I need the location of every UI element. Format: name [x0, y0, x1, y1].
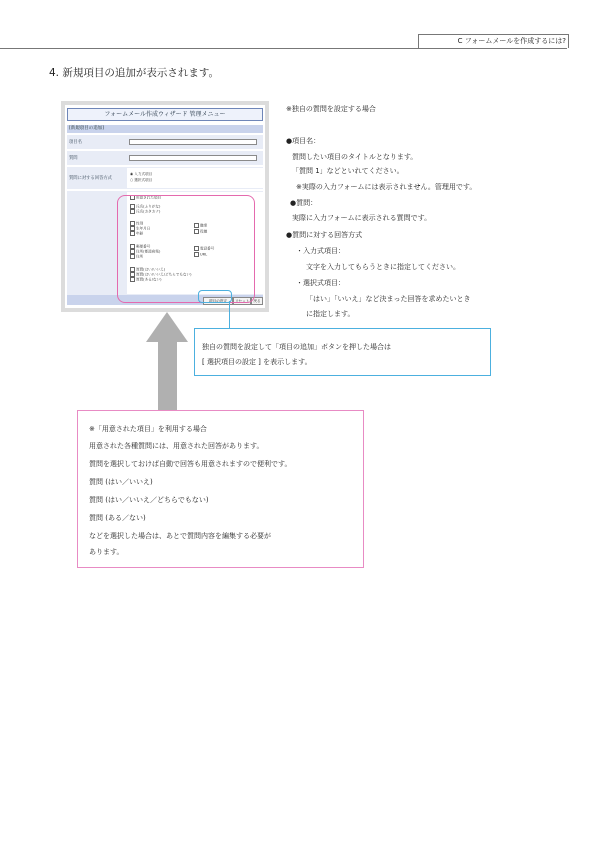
reset-button[interactable]: リセット: [234, 299, 250, 303]
answer-method-cell: [127, 168, 263, 188]
option-label: 性別: [136, 221, 144, 226]
option-label: 質問(ある/ない): [136, 277, 162, 282]
note-heading: ※「用意された項目」を利用する場合: [89, 425, 207, 433]
note-line: 用意された各種質問には、用意された回答があります。: [89, 442, 264, 450]
option-label: 住所: [136, 254, 144, 259]
radio-input-label: 入力式項目: [134, 172, 153, 176]
add-item-note: [194, 328, 491, 376]
radio-input-type[interactable]: ◉ 入力式項目: [130, 172, 153, 176]
page-header-title: C フォームメールを作成するには?: [457, 37, 566, 45]
row-question: [67, 151, 263, 165]
select-type-label: ・選択式項目：: [296, 279, 345, 287]
option-label: 氏名(ふりがな): [136, 204, 161, 209]
prepared-items-label: 用意された項目: [136, 195, 162, 200]
connector-line: [229, 301, 230, 328]
prepared-items-highlight: [117, 195, 255, 303]
row-answer-method: [67, 167, 263, 189]
header-rule: [0, 48, 567, 49]
wizard-section-header: [新規項目の追加]: [67, 125, 263, 133]
option-label: 住所(都道府県): [136, 249, 161, 254]
question-desc: 実際に入力フォームに表示される質問です。: [292, 214, 432, 222]
select-type-desc: に指定します。: [306, 310, 355, 318]
item-name-desc: 「質問 1」などといれてください。: [292, 167, 404, 175]
row-item-name: [67, 135, 263, 149]
option-label: 役職: [200, 229, 208, 234]
note-line: 質問 (はい／いいえ): [89, 478, 153, 486]
option-label: URL: [200, 252, 208, 257]
note-line: 質問 (はい／いいえ／どちらでもない): [89, 496, 209, 504]
note-line: 質問を選択しておけば自動で回答も用意されますので便利です。: [89, 460, 292, 468]
step-title: 4. 新規項目の追加が表示されます。: [49, 67, 220, 79]
up-arrow-icon: [146, 312, 188, 342]
note-line: [ 選択項目の設定 ] を表示します。: [202, 358, 312, 366]
item-name-input[interactable]: [129, 139, 257, 145]
option-label: 生年月日: [136, 226, 151, 231]
label-item-name: 項目名: [69, 140, 82, 145]
option-label: 郵便番号: [136, 244, 151, 249]
option-label: 職業: [200, 223, 208, 228]
input-type-desc: 文字を入力してもらうときに指定してください。: [306, 263, 460, 271]
input-type-label: ・入力式項目：: [296, 247, 345, 255]
option-label: 氏名(カタカナ): [136, 209, 161, 214]
option-label: 質問(はい/いいえ/どちらでもない): [136, 272, 192, 277]
option-label: 質問(はい/いいえ): [136, 267, 166, 272]
select-type-desc: 「はい」「いいえ」など決まった回答を求めたいとき: [306, 295, 471, 303]
prepared-items-note: [77, 410, 364, 568]
question-input[interactable]: [129, 155, 257, 161]
label-answer-method: 質問に対する回答方式: [69, 176, 112, 181]
back-button[interactable]: 戻る: [251, 297, 263, 305]
set-items-button[interactable]: 項目の設定: [203, 297, 233, 305]
label-question: 質問: [69, 156, 78, 161]
note-line: などを選択した場合は、あとで質問内容を編集する必要が: [89, 532, 271, 540]
note-line: 独自の質問を設定して「項目の追加」ボタンを押した場合は: [202, 343, 391, 351]
set-items-highlight: [198, 290, 232, 303]
radio-select-type[interactable]: ○ 選択式項目: [130, 178, 153, 182]
note-line: 質問 (ある／ない): [89, 514, 146, 522]
option-label: 電話番号: [200, 246, 215, 251]
custom-question-heading: ※独自の質問を設定する場合: [286, 105, 376, 113]
answer-method-label: ●質問に対する回答方式: [286, 231, 363, 239]
item-name-desc: 質問したい項目のタイトルとなります。: [292, 153, 418, 161]
note-line: あります。: [89, 548, 124, 556]
question-label: ●質問：: [290, 199, 318, 207]
wizard-title: フォームメール作成ウィザード 管理メニュー: [67, 108, 263, 121]
radio-select-label: 選択式項目: [134, 178, 153, 182]
item-name-label: ●項目名：: [286, 137, 321, 145]
item-name-note: ※実際の入力フォームには表示されません。管理用です。: [296, 183, 477, 191]
option-label: 年齢: [136, 231, 144, 236]
